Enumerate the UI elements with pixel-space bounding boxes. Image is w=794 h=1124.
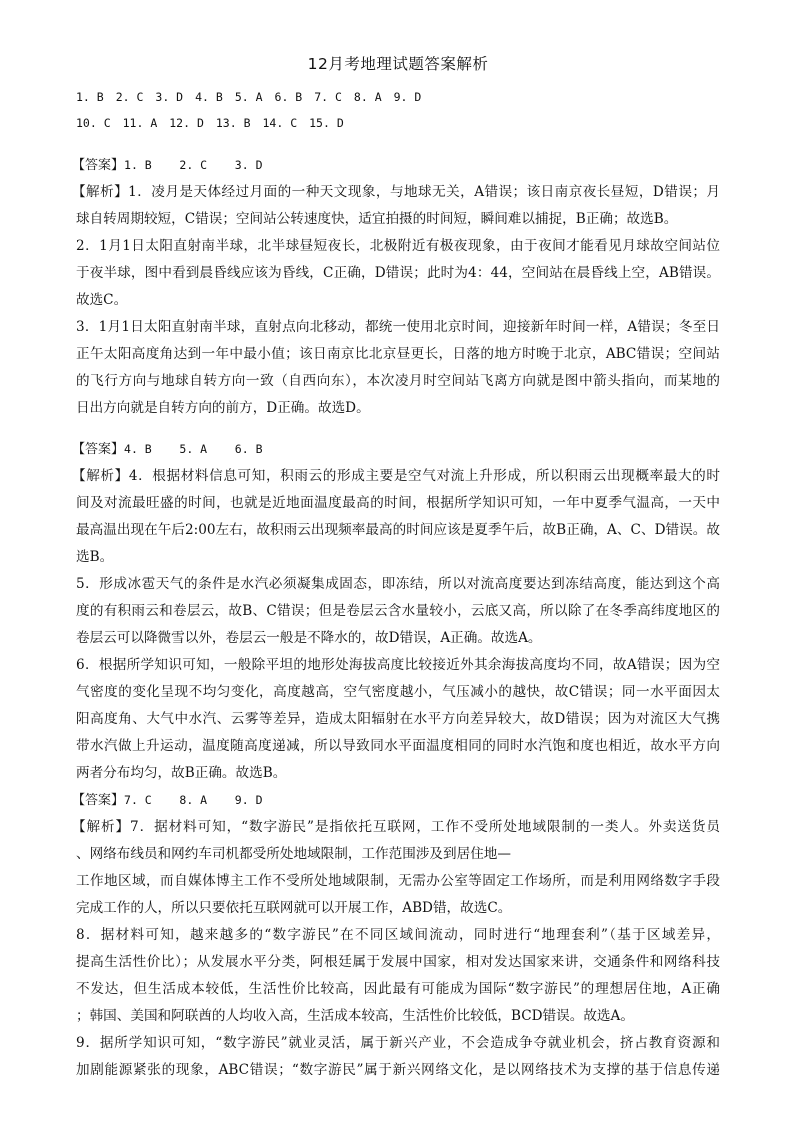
answer-label: 【答案】 — [72, 442, 125, 457]
answer-key-item: 10. C — [76, 116, 111, 130]
answer-key-item: 12. D — [169, 116, 204, 130]
answer-heading — [72, 787, 720, 814]
explanation-line: 卷层云可以降微雪以外，卷层云一般是不降水的，故D错误，A正确。故选A。 — [76, 630, 542, 646]
answer-key-row-2 — [76, 110, 720, 136]
explanation-line: 【解析】1．凌月是天体经过月面的一种天文现象，与地球无关，A错误；该日南京夜长昼短，D错误；月 — [72, 184, 720, 200]
answer-numbers: 1. B 2. C 3. D — [124, 158, 263, 172]
explanation-line: 加剧能源紧张的现象，ABC错误；“数字游民”属于新兴网络文化，是以网络技术为支撑的基于信息传递 — [76, 1062, 720, 1078]
answer-heading — [72, 152, 720, 179]
answer-numbers: 7. C 8. A 9. D — [124, 793, 263, 807]
explanation-line: 间及对流最旺盛的时间，也就是近地面温度最高的时间，根据所学知识可知，一年中夏季气温高，一天中 — [76, 495, 720, 511]
answer-key-item: 4. B — [195, 90, 223, 104]
explanation-line: 【解析】4．根据材料信息可知，积雨云的形成主要是空气对流上升形成，所以积雨云出现概率最大的时 — [72, 468, 720, 484]
explanation-line: 度的有积雨云和卷层云，故B、C错误；但是卷层云含水量较小，云底又高，所以除了在冬季高纬度地区的 — [76, 603, 720, 619]
answer-key-item: 6. B — [274, 90, 303, 104]
explanation-line: 日出方向就是自转方向的前方，D正确。故选D。 — [76, 400, 370, 416]
document-title: 12月考地理试题答案解析 — [307, 55, 489, 73]
explanation-line: 阳高度角、大气中水汽、云雾等差异，造成太阳辐射在水平方向差异较大，故D错误；因为对流区大气携 — [76, 711, 720, 727]
answer-label: 【答案】 — [72, 793, 125, 808]
explanation-line: 9．据所学知识可知，“数字游民”就业灵活，属于新兴产业，不会造成争夺就业机会，挤占教育资源和 — [76, 1035, 720, 1051]
answer-heading — [72, 436, 720, 463]
answer-key-item: 7. C — [314, 90, 342, 104]
answer-key-item: 13. B — [215, 116, 251, 130]
explanation-line: 工作地区域，而自媒体博主工作不受所处地域限制，无需办公室等固定工作场所，而是利用网络数字手段 — [76, 873, 720, 889]
answer-key-item: 11. A — [122, 116, 158, 130]
explanation-line: 不发达，但生活成本较低，生活性价比较高，因此最有可能成为国际“数字游民”的理想居住地，A正确 — [76, 981, 720, 997]
explanation-line: 故选C。 — [76, 292, 128, 308]
answer-numbers: 4. B 5. A 6. B — [124, 442, 263, 456]
explanation-line: 2．1月1日太阳直射南半球，北半球昼短夜长，北极附近有极夜现象，由于夜间才能看见月球故空间站位 — [76, 238, 720, 254]
answer-key-item: 5. A — [234, 90, 263, 104]
document-page — [72, 52, 720, 1084]
explanation-line: 带水汽做上升运动，温度随高度递减，所以导致同水平面温度相同的同时水汽饱和度也相近，故水平方向 — [76, 738, 720, 754]
explanation-line: 提高生活性价比）；从发展水平分类，阿根廷属于发展中国家，相对发达国家来讲，交通条件和网络科技 — [76, 954, 720, 970]
explanation-line: 气密度的变化呈现不均匀变化，高度越高，空气密度越小，气压减小的越快，故C错误；同一水平面因太 — [76, 684, 720, 700]
explanation-line: ；韩国、美国和阿联酋的人均收入高，生活成本较高，生活性价比较低，BCD错误。故选A。 — [76, 1008, 634, 1024]
explanation-line: 5．形成冰雹天气的条件是水汽必须凝集成固态，即冻结，所以对流高度要达到冻结高度，能达到这个高 — [76, 576, 720, 592]
answer-key-item: 3. D — [155, 90, 184, 104]
explanation-line: 的飞行方向与地球自转方向一致（自西向东），本次凌月时空间站飞离方向就是图中箭头指向，而某地的 — [76, 373, 720, 389]
explanation-line: 3．1月1日太阳直射南半球，直射点向北移动，都统一使用北京时间，迎接新年时间一样，A错误；冬至日 — [76, 319, 720, 335]
answer-label: 【答案】 — [72, 158, 125, 173]
explanation-line: 选B。 — [76, 549, 114, 565]
explanation-line: 于夜半球，图中看到晨昏线应该为昏线，C正确，D错误；此时为4：44，空间站在晨昏线上空，AB错误。 — [76, 265, 720, 281]
explanation-line: 最高温出现在午后2:00左右，故积雨云出现频率最高的时间应该是夏季午后，故B正确，A、C、D错误。故 — [76, 522, 720, 538]
answer-key-item: 9. D — [393, 90, 422, 104]
explanation-line: 【解析】7．据材料可知，“数字游民”是指依托互联网，工作不受所处地域限制的一类人。外卖送货员 — [72, 819, 720, 835]
explanation-line: 球自转周期较短，C错误；空间站公转速度快，适宜拍摄的时间短，瞬间难以捕捉，B正确；故选B。 — [76, 211, 678, 227]
answer-key-item: 2. C — [115, 90, 144, 104]
answer-key-item: 8. A — [353, 90, 382, 104]
answer-key-item: 1. B — [76, 90, 104, 104]
explanation-line: 正午太阳高度角达到一年中最小值；该日南京比北京昼更长，日落的地方时晚于北京，ABC错误；空间站 — [76, 346, 720, 362]
explanation-line: 两者分布均匀，故B正确。故选B。 — [76, 765, 287, 781]
answer-key-row-1 — [76, 84, 720, 110]
explanation-line: 6．根据所学知识可知，一般除平坦的地形处海拔高度比较接近外其余海拔高度均不同，故A错误；因为空 — [76, 657, 720, 673]
explanation-line: 8．据材料可知，越来越多的“数字游民”在不同区域间流动，同时进行“地理套利”（基于区域差异， — [76, 927, 720, 943]
answer-key-item: 14. C — [262, 116, 298, 130]
explanation-line: 、网络布线员和网约车司机都受所处地域限制，工作范围涉及到居住地— — [76, 846, 511, 862]
explanations — [72, 136, 720, 1084]
explanation-line: 完成工作的人，所以只要依托互联网就可以开展工作，ABD错，故选C。 — [76, 900, 512, 916]
answer-key-item: 15. D — [309, 116, 344, 130]
